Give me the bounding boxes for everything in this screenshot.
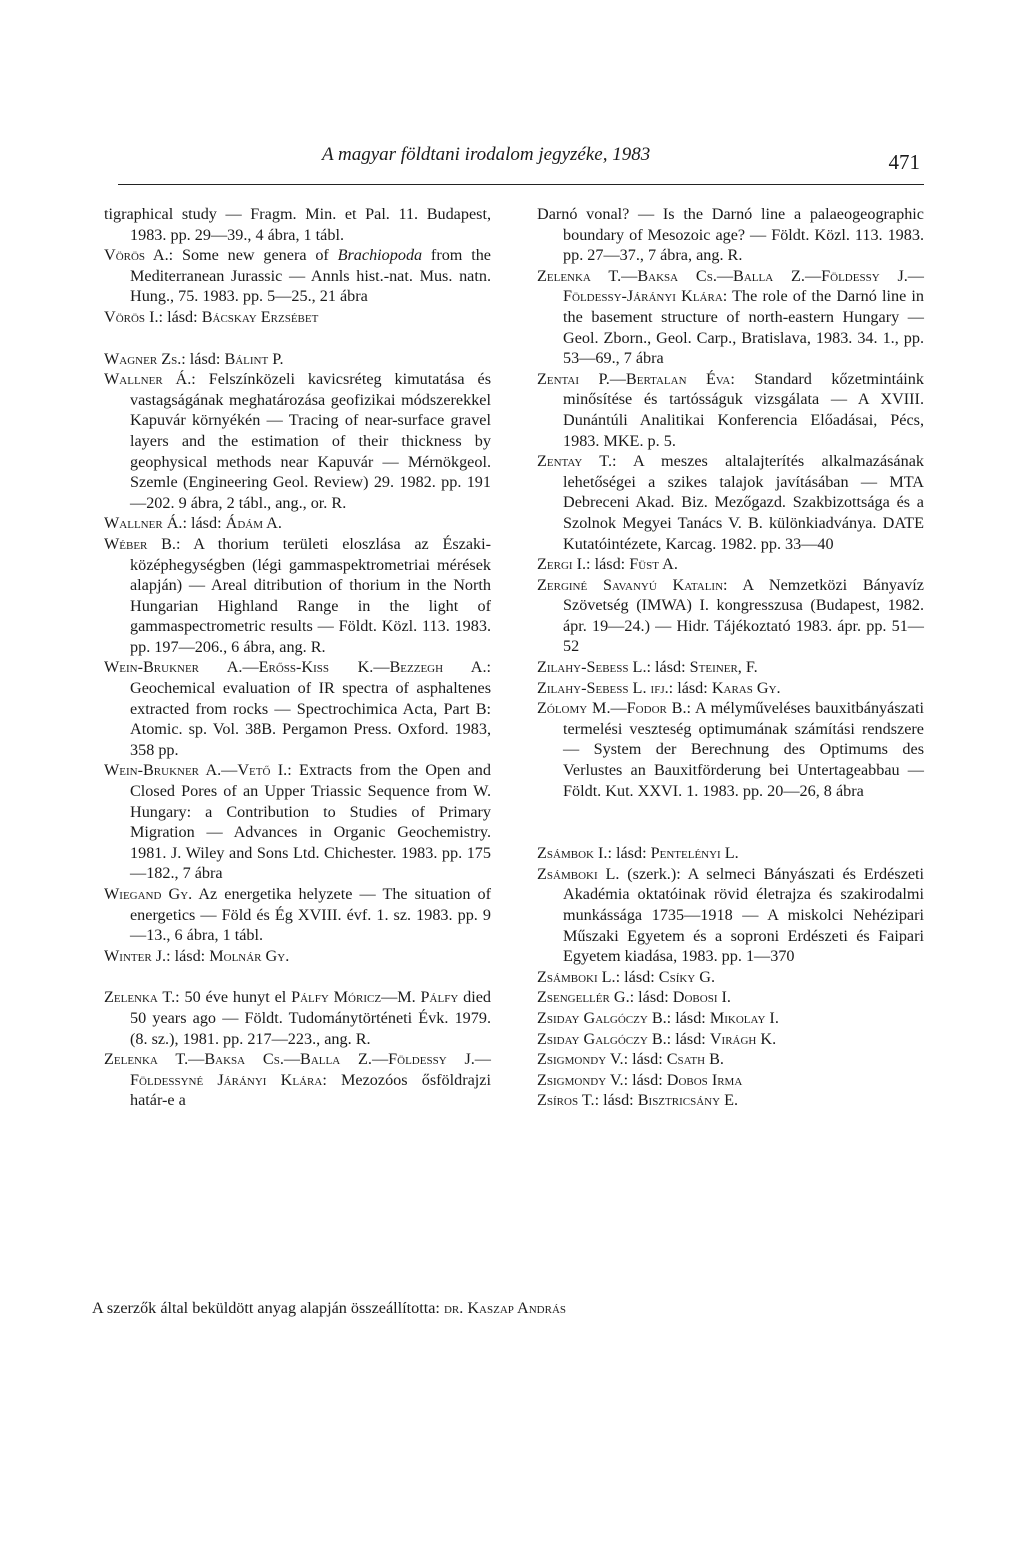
bibliography-entry xyxy=(537,987,924,1008)
author-name: Winter J. xyxy=(104,946,167,965)
author-name: Zsámbok I. xyxy=(537,844,608,863)
author-name: Wagner Zs. xyxy=(104,349,182,368)
entry-text: from the Mediterranean Jurassic — Annls hist.-nat. Mus. natn. Hung., 75. 1983. pp. 5—25., 21 ábra xyxy=(130,246,491,306)
entry-text: : Extracts from the Open and Closed Pores of an Upper Triassic Sequence from W. Hungary: a Contribution to Studies of Primary Migration — Advances in Organic Geochemistry. 1981. J. Wiley and Sons Ltd. Chichester. 1983. pp. 175—182., 7 ábra xyxy=(130,761,491,883)
author-name: Zilahy-Sebess L. ifj. xyxy=(537,678,669,697)
entry-text: : A meszes altalajterítés alkalmazásának lehetőségei a szikes talajok javításában — MTA Debreceni Akad. Biz. Mezőgazd. Szakbizottsága és a Szolnok Megyei Tanács V. B. különkiadványa. DATE Kutatóintézete, Karcag. 1982. pp. 33—40 xyxy=(563,452,924,553)
bibliography-entry xyxy=(104,657,491,760)
author-name: Virágh K. xyxy=(709,1029,777,1048)
entry-text: : lásd: xyxy=(594,1091,638,1110)
entry-text: : lásd: xyxy=(182,514,226,533)
entry-text: : lásd: xyxy=(666,1008,710,1027)
entry-text: : The role of the Darnó line in the basement structure of north-eastern Hungary — Geol. Zborn., Geol. Carp., Bratislava, 1983. 34. 1., pp. 53—69., 7 ábra xyxy=(563,287,925,368)
author-name: Zelenka T. xyxy=(104,988,176,1007)
author-name: Csath B. xyxy=(666,1050,724,1069)
entry-text: : 50 éve hunyt el xyxy=(175,988,292,1007)
section-gap xyxy=(104,966,491,987)
entry-text: : lásd: xyxy=(629,988,673,1007)
bibliography-entry xyxy=(537,266,924,369)
author-name: Dobos Irma xyxy=(666,1070,743,1089)
entry-text: (szerk.): A selmeci Bányászati és Erdészeti Akadémia oktatóinak rövid életrajza és szakirodalmi munkássága 1735—1918 — A miskolci Nehézipari Műszaki Egyetem és a soproni Erdészeti és Faipari Egyetem kiadása, 1983. pp. 1—370 xyxy=(563,864,924,966)
bibliography-entry xyxy=(104,534,491,658)
author-name: Dobosi I. xyxy=(672,988,731,1007)
bibliography-entry xyxy=(104,884,491,946)
author-name: Zentai P.—Bertalan Éva xyxy=(537,369,731,388)
author-name: Csíky G. xyxy=(658,967,716,986)
bibliography-entry xyxy=(537,1049,924,1070)
author-name: Bácskay Erzsébet xyxy=(201,307,319,326)
author-name: Zilahy-Sebess L. xyxy=(537,658,647,677)
entry-text: : A thorium területi eloszlása az Északi-középhegységben (légi gammaspektrometriai mérések alapján) — Areal ditribution of thorium in the North Hungarian Highland Range in the light of gammaspectrometric results — Földt. Közl. 113. 1983. pp. 197—206., 6 ábra, ang. R. xyxy=(130,534,491,656)
section-gap xyxy=(537,801,924,843)
bibliography-entry xyxy=(537,1070,924,1091)
entry-text: : A mélyműveléses bauxitbányászati termelési veszteség optimumának számítási rendszere — System der Berechnung des Optimums des Verlustes an Bauxitförderung bei Untertageabbau — Földt. Kut. XXVI. 1. 1983. pp. 20—26, 8 ábra xyxy=(563,699,924,800)
bibliography-entry xyxy=(537,967,924,988)
right-column xyxy=(537,204,924,1111)
page-header xyxy=(118,140,924,185)
entry-text: : lásd: xyxy=(623,1070,667,1089)
author-name: Molnár Gy. xyxy=(209,946,290,965)
author-name: Bisztricsány E. xyxy=(637,1091,739,1110)
entry-text: Az energetika helyzete — The situation of energetics — Föld és Ég XVIII. évf. 1. sz. 1983. pp. 9—13., 6 ábra, 1 tábl. xyxy=(130,885,491,945)
entry-text: : lásd: xyxy=(181,349,225,368)
left-column xyxy=(104,204,491,1111)
bibliography-entry xyxy=(537,554,924,575)
bibliography-entry xyxy=(537,698,924,801)
bibliography-entry xyxy=(104,987,491,1049)
author-name: Wiegand Gy. xyxy=(104,885,193,903)
bibliography-entry xyxy=(537,204,924,266)
bibliography-entry xyxy=(537,678,924,699)
author-name: Zsigmondy V. xyxy=(537,1050,624,1069)
author-name: Ádám A. xyxy=(225,514,282,533)
running-title: A magyar földtani irodalom jegyzéke, 1983 xyxy=(322,144,651,165)
bibliography-entry xyxy=(537,369,924,451)
author-name: Wéber B. xyxy=(104,534,176,553)
author-name: Vörös A. xyxy=(104,246,169,265)
author-name: Zsámboki L. xyxy=(537,864,620,883)
author-name: Vörös I. xyxy=(104,307,159,326)
entry-text: : lásd: xyxy=(586,555,630,574)
bibliography-entry xyxy=(537,575,924,657)
author-name: Mikolay I. xyxy=(709,1008,779,1027)
italic-text: Brachiopoda xyxy=(337,246,423,265)
bibliography-entry xyxy=(537,1029,924,1050)
author-name: Steiner, F. xyxy=(689,658,758,677)
bibliography-entry xyxy=(537,1008,924,1029)
entry-text: : A Nemzetközi Bányavíz Szövetség (IMWA) I. kongresszusa (Budapest, 1982. ápr. 19—24.) — Hidr. Tájékoztató 1983. ápr. pp. 51—52 xyxy=(563,575,924,656)
author-name: Zsámboki L. xyxy=(537,967,616,986)
entry-text: : lásd: xyxy=(666,1029,710,1048)
page-number: 471 xyxy=(888,150,920,174)
author-name: Zelenka T.—Baksa Cs.—Balla Z.—Földessy J.—Földessyné Járányi Klára xyxy=(104,1050,491,1089)
author-name: Zelenka T.—Baksa Cs.—Balla Z.—Földessy J.—Földessy-Járányi Klára xyxy=(537,266,924,306)
author-name: Zsiday Galgóczy B. xyxy=(537,1029,667,1048)
author-name: Zólomy M.—Fodor B. xyxy=(537,699,687,718)
entry-text: : Standard kőzetmintáink minősítése és tartósságuk vizsgálata — A XVIII. Dunántúli Analitikai Konferencia Előadásai, Pécs, 1983. MKE. p. 5. xyxy=(563,369,924,450)
compiler-credit xyxy=(92,1298,932,1318)
author-name: dr. Kaszap András xyxy=(443,1299,567,1317)
bibliography-entry xyxy=(537,657,924,678)
entry-text: A szerzők által beküldött anyag alapján összeállította: xyxy=(92,1299,444,1317)
entry-text: : lásd: xyxy=(607,844,651,863)
bibliography-entry xyxy=(537,451,924,554)
entry-text: : lásd: xyxy=(166,946,210,965)
author-name: Karas Gy. xyxy=(711,678,781,697)
entry-text: : lásd: xyxy=(615,967,659,986)
author-name: Zentay T. xyxy=(537,452,613,471)
bibliography-entry xyxy=(104,307,491,328)
bibliography-entry xyxy=(537,1090,924,1111)
entry-text: : Felszínközeli kavicsréteg kimutatása és vastagságának meghatározása geofizikai módszerekkel Kapuvár környékén — Tracing of near-surface gravel layers and the estimation of their thickness by geophysical methods near Kapuvár — Mérnökgeol. Szemle (Engineering Geol. Review) 29. 1982. pp. 191—202. 9 ábra, 2 tábl., ang., or. R. xyxy=(130,370,491,512)
author-name: Zergi I. xyxy=(537,555,587,574)
entry-text: : lásd: xyxy=(623,1050,667,1069)
author-name: Füst A. xyxy=(629,555,678,574)
author-name: Zsíros T. xyxy=(537,1091,595,1110)
author-name: Pálfy xyxy=(420,988,459,1007)
bibliography-entry xyxy=(537,843,924,864)
entry-text: : lásd: xyxy=(158,307,202,326)
author-name: Zerginé Savanyú Katalin xyxy=(537,575,724,594)
author-name: Wallner Á. xyxy=(104,514,183,533)
entry-text: —M. xyxy=(381,988,421,1007)
bibliography-entry xyxy=(104,760,491,884)
bibliography-entry xyxy=(537,864,924,967)
entry-text: : Mezozóos ősföldrajzi határ-e a xyxy=(130,1070,491,1110)
bibliography-entry xyxy=(104,204,491,245)
author-name: Zsengellér G. xyxy=(537,988,630,1007)
bibliography-entry xyxy=(104,1049,491,1111)
bibliography-entry xyxy=(104,513,491,534)
author-name: Pálfy Móricz xyxy=(291,988,382,1007)
bibliography-entry xyxy=(104,946,491,967)
entry-text: died 50 years ago — Földt. Tudománytörténeti Évk. 1979. (8. sz.), 1981. pp. 217—223., ang. R. xyxy=(130,988,491,1048)
entry-text: tigraphical study — Fragm. Min. et Pal. 11. Budapest, 1983. pp. 29—39., 4 ábra, 1 tábl. xyxy=(104,205,491,244)
author-name: Bálint P. xyxy=(224,349,284,368)
entry-text: : Geochemical evaluation of IR spectra of asphaltenes extracted from rocks — Spectrochimica Acta, Part B: Atomic. sp. Vol. 38B. Pergamon Press. Oxford. 1983, 358 pp. xyxy=(130,658,491,759)
bibliography-entry xyxy=(104,349,491,370)
section-gap xyxy=(104,328,491,349)
entry-text: : lásd: xyxy=(668,678,712,697)
bibliography-entry xyxy=(104,245,491,307)
entry-text: Darnó vonal? — Is the Darnó line a palaeogeographic boundary of Mesozoic age? — Földt. Közl. 113. 1983. pp. 27—37., 7 ábra, ang. R. xyxy=(537,205,924,265)
author-name: Wein-Brukner A.—Vető I. xyxy=(104,761,288,780)
bibliography-entry xyxy=(104,369,491,513)
entry-text: : lásd: xyxy=(646,658,690,677)
entry-text: : Some new genera of xyxy=(168,246,338,265)
author-name: Zsiday Galgóczy B. xyxy=(537,1008,667,1027)
author-name: Pentelényi L. xyxy=(650,844,739,863)
author-name: Wallner Á. xyxy=(104,370,192,389)
author-name: Zsigmondy V. xyxy=(537,1070,624,1089)
author-name: Wein-Brukner A.—Erőss-Kiss K.—Bezzegh A. xyxy=(104,658,487,677)
